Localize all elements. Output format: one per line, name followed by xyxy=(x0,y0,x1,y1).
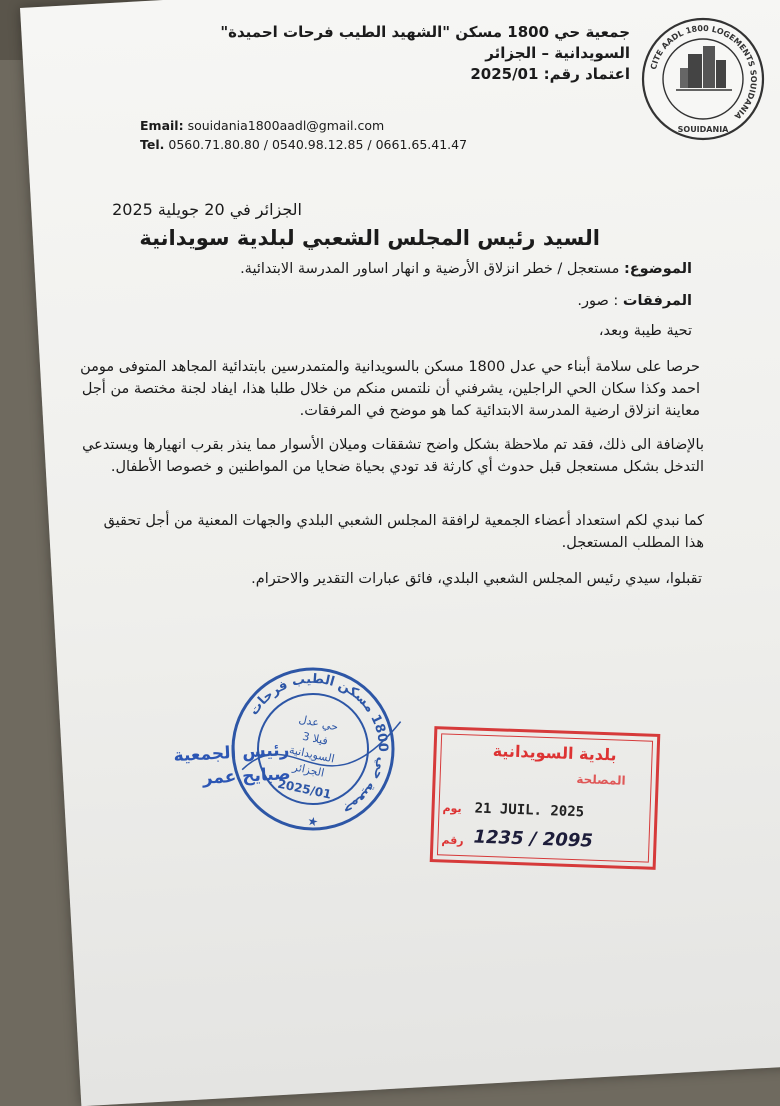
paragraph-1: حرصا على سلامة أبناء حي عدل 1800 مسكن بالسويدانية والمتمدرسين بابتدائية المجاهد المتوفى مومن احمد وكذا سكان الحي الراجلين، يشرفني أن نلتمس منكم من خلال طلبا هذا، ايفاد لجنة مختصة من أجل معاينة انزلاق ارضية المدرسة الابتدائية كما هو موضح في المرفقات. xyxy=(80,359,700,419)
logo-bottom-text: SOUIDANIA xyxy=(677,125,729,134)
association-location: السويدانية – الجزائر xyxy=(485,44,630,62)
attachments-text: : صور. xyxy=(577,293,623,309)
stamp-number: 1235 / 2095 xyxy=(473,826,594,852)
blue-seal xyxy=(212,648,414,850)
logo-seal-icon xyxy=(640,16,766,142)
stamp-subtitle: المصلحة xyxy=(576,772,626,788)
seal-number: 2025/01 xyxy=(276,776,333,802)
signature-name: صبايح عمر xyxy=(202,764,292,789)
subject-label: الموضوع: xyxy=(623,261,692,277)
attachments-label: المرفقات xyxy=(622,293,692,309)
stamp-title: بلدية السويدانية xyxy=(492,741,617,765)
closing-line: تقبلوا، سيدي رئيس المجلس الشعبي البلدي، فائق عبارات التقدير والاحترام. xyxy=(251,571,702,587)
svg-text:★: ★ xyxy=(306,813,320,830)
letterhead xyxy=(200,22,630,85)
signature-title: رئيس الجمعية xyxy=(173,740,290,767)
email-address: souidania1800aadl@gmail.com xyxy=(187,118,385,133)
logo-ring-text: CITE AADL 1800 LOGEMENTS SOUIDANIA xyxy=(648,23,759,121)
association-logo xyxy=(640,16,766,142)
seal-center-line-3: السويدانية xyxy=(287,743,336,766)
seal-center-line-4: الجزائر xyxy=(291,760,326,780)
tel-label: Tel. xyxy=(140,137,165,152)
approval-number: اعتماد رقم: 2025/01 xyxy=(470,65,630,83)
contact-block xyxy=(140,116,467,154)
paragraph-3: كما نبدي لكم استعداد أعضاء الجمعية لرافقة المجلس الشعبي البلدي والجهات المعنية من أجل تحقيق هذا المطلب المستعجل. xyxy=(103,513,704,551)
greeting: تحية طيبة وبعد، xyxy=(598,323,692,339)
stamp-date: 21 JUIL. 2025 xyxy=(474,800,585,821)
subject-text: مستعجل / خطر انزلاق الأرضية و انهار اساور المدرسة الابتدائية. xyxy=(240,261,624,277)
association-name: جمعية حي 1800 مسكن "الشهيد الطيب فرحات احميدة" xyxy=(220,23,630,41)
seal-center-line-2: فيلا 3 xyxy=(301,729,330,748)
phone-numbers: 0560.71.80.80 / 0540.98.12.85 / 0661.65.41.47 xyxy=(168,137,468,152)
attachments-line xyxy=(392,290,692,313)
stamp-date-label: يوم xyxy=(442,801,462,816)
letter-date: الجزائر في 20 جويلية 2025 xyxy=(112,200,302,219)
paragraph-2: بالإضافة الى ذلك، فقد تم ملاحظة بشكل واضح تشققات وميلان الأسوار مما ينذر بقرب انهيارها ويستدعي التدخل بشكل مستعجل قبل حدوث أي كارثة قد تودي بحياة ضحايا من المواطنين و خصوصا الأطفال. xyxy=(82,437,704,475)
subject-line xyxy=(132,258,692,281)
recipient-title: السيد رئيس المجلس الشعبي لبلدية سويدانية xyxy=(139,226,600,250)
blue-seal-ring-text: جمعية حي 1800 مسكن الطيب فرحات xyxy=(246,671,391,818)
stamp-number-label: رقم xyxy=(441,833,464,848)
municipality-stamp xyxy=(430,726,661,870)
email-label: Email: xyxy=(140,118,184,133)
seal-center-line-1: حي عدل xyxy=(297,712,340,734)
blue-seal-icon xyxy=(212,648,414,850)
